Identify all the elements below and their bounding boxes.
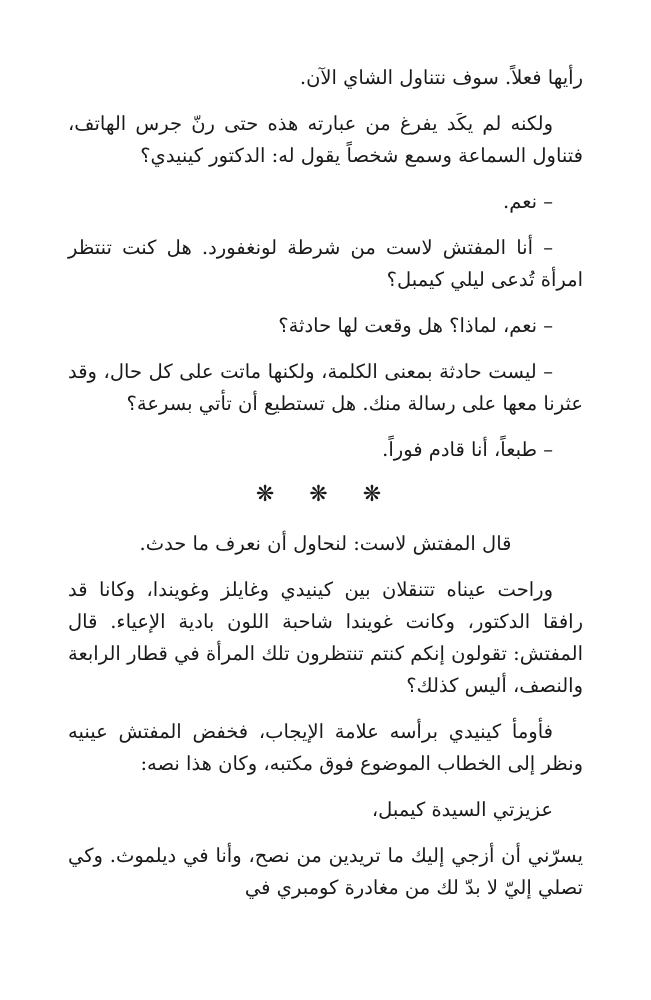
letter-salutation: عزيزتي السيدة كيمبل، <box>371 798 553 821</box>
paragraph-2: ولكنه لم يكَد يفرغ من عبارته هذه حتى رنّ جرس الهاتف، فتناول السماعة وسمع شخصاً يقول له: الدكتور كينيدي؟ <box>68 112 583 167</box>
dialogue-line-5: – طبعاً، أنا قادم فوراً. <box>382 438 553 461</box>
paragraph-5: فأومأ كينيدي برأسه علامة الإيجاب، فخفض المفتش عينيه ونظر إلى الخطاب الموضوع فوق مكتبه، وكان هذا نصه: <box>68 720 583 775</box>
section-separator: ❋ ❋ ❋ <box>255 482 396 507</box>
dialogue-line-1: – نعم. <box>503 190 553 213</box>
dialogue-line-3: – نعم، لماذا؟ هل وقعت لها حادثة؟ <box>278 314 553 337</box>
paragraph-1: رأيها فعلاً. سوف نتناول الشاي الآن. <box>299 66 583 89</box>
letter-body: يسرّني أن أزجي إليك ما تريدين من نصح، وأنا في ديلموث. وكي تصلي إليّ لا بدّ لك من مغادرة كومبري في <box>68 844 583 899</box>
paragraph-3: قال المفتش لاست: لنحاول أن نعرف ما حدث. <box>139 532 512 555</box>
paragraph-4: وراحت عيناه تتنقلان بين كينيدي وغايلز وغويندا، وكانا قد رافقا الدكتور، وكانت غويندا شاحبة اللون بادية الإعياء. قال المفتش: تقولون إنكم كنتم تنتظرون تلك المرأة في قطار الرابعة والنصف، أليس كذلك؟ <box>68 578 583 697</box>
dialogue-line-2: – أنا المفتش لاست من شرطة لونغفورد. هل كنت تنتظر امرأة تُدعى ليلي كيمبل؟ <box>68 236 583 291</box>
book-page <box>68 62 583 1000</box>
dialogue-line-4: – ليست حادثة بمعنى الكلمة، ولكنها ماتت على كل حال، وقد عثرنا معها على رسالة منك. هل تستطيع أن تأتي بسرعة؟ <box>68 360 583 415</box>
